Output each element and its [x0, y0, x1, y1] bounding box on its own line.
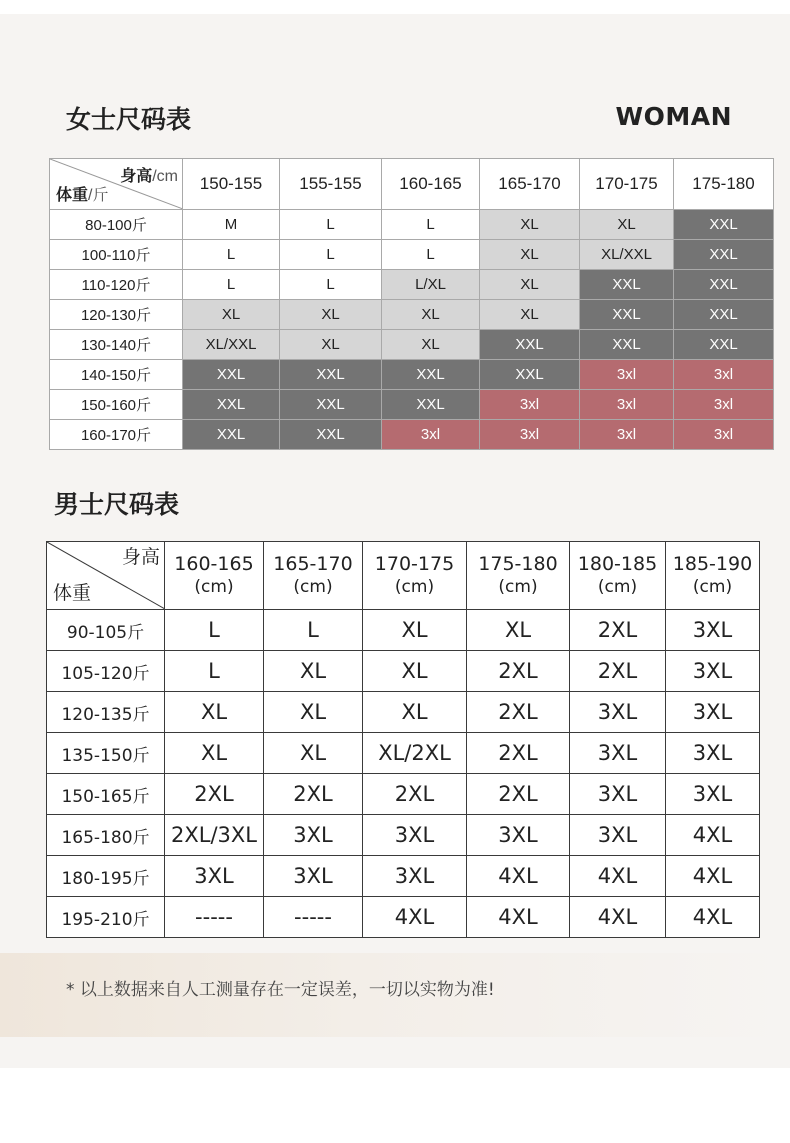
men-size-cell: 2XL: [570, 651, 666, 692]
women-weight-row-label: 150-160斤: [50, 390, 183, 420]
women-size-cell: XXL: [183, 360, 280, 390]
women-table-row: [50, 240, 774, 270]
disclaimer-note: * 以上数据来自人工测量存在一定误差，一切以实物为准!: [66, 980, 495, 1000]
men-weight-row-label: 135-150斤: [47, 733, 165, 774]
women-weight-row-label: 140-150斤: [50, 360, 183, 390]
height-unit: (cm): [194, 576, 234, 597]
women-size-cell: XL/XXL: [580, 240, 674, 270]
height-unit: (cm): [597, 576, 638, 597]
women-size-cell: XL: [280, 330, 382, 360]
women-size-cell: XL: [382, 300, 480, 330]
men-size-cell: 2XL: [264, 774, 363, 815]
men-size-cell: 2XL: [363, 774, 467, 815]
men-height-column-header: [363, 542, 467, 610]
men-size-chart-title: 男士尺码表: [54, 490, 180, 519]
women-size-cell: XL: [480, 270, 580, 300]
weight-label: 体重: [53, 582, 92, 604]
men-size-cell: 2XL: [467, 692, 570, 733]
men-size-cell: 4XL: [570, 856, 666, 897]
men-size-cell: 3XL: [264, 856, 363, 897]
men-height-column-header: [264, 542, 363, 610]
women-size-cell: L: [183, 240, 280, 270]
women-size-cell: XXL: [382, 390, 480, 420]
women-size-cell: XL: [280, 300, 382, 330]
bottom-band: [0, 1068, 790, 1143]
men-table-row: [47, 610, 760, 651]
height-label: 身高: [120, 168, 153, 185]
men-size-cell: 4XL: [570, 897, 666, 938]
men-size-cell: 4XL: [666, 856, 760, 897]
height-range: 175-180: [478, 552, 558, 575]
women-size-cell: L: [280, 270, 382, 300]
height-range: 165-170: [273, 552, 353, 575]
men-size-cell: 3XL: [264, 815, 363, 856]
height-unit: (cm): [498, 576, 538, 597]
women-table-row: [50, 330, 774, 360]
men-size-cell: 4XL: [666, 815, 760, 856]
women-size-cell: 3xl: [674, 420, 774, 450]
men-size-cell: 2XL: [570, 610, 666, 651]
weight-label: 体重: [56, 187, 89, 204]
women-size-cell: XL: [480, 210, 580, 240]
women-size-cell: XXL: [580, 270, 674, 300]
men-size-cell: L: [264, 610, 363, 651]
height-unit: /cm: [152, 168, 178, 185]
women-size-cell: XXL: [183, 390, 280, 420]
women-size-cell: L/XL: [382, 270, 480, 300]
women-size-cell: 3xl: [674, 360, 774, 390]
men-size-cell: 3XL: [165, 856, 264, 897]
men-size-cell: 2XL: [467, 733, 570, 774]
women-size-cell: XXL: [183, 420, 280, 450]
men-table-row: [47, 815, 760, 856]
women-size-table: [49, 158, 774, 450]
men-size-cell: XL: [363, 610, 467, 651]
women-size-cell: XXL: [382, 360, 480, 390]
women-size-cell: XXL: [674, 240, 774, 270]
women-size-cell: XXL: [580, 330, 674, 360]
women-size-cell: 3xl: [674, 390, 774, 420]
women-weight-row-label: 120-130斤: [50, 300, 183, 330]
men-size-cell: 3XL: [570, 733, 666, 774]
women-table-row: [50, 390, 774, 420]
women-height-column-header: 155-155: [280, 159, 382, 210]
men-size-cell: -----: [264, 897, 363, 938]
women-table-row: [50, 300, 774, 330]
men-table-row: [47, 897, 760, 938]
men-table-row: [47, 651, 760, 692]
women-size-cell: 3xl: [580, 360, 674, 390]
women-size-cell: 3xl: [580, 420, 674, 450]
women-size-cell: XL/XXL: [183, 330, 280, 360]
men-size-cell: 3XL: [570, 774, 666, 815]
men-size-cell: 2XL: [165, 774, 264, 815]
women-size-cell: XL: [382, 330, 480, 360]
women-size-cell: L: [382, 210, 480, 240]
men-size-cell: 4XL: [467, 897, 570, 938]
women-size-cell: 3xl: [480, 420, 580, 450]
women-weight-row-label: 160-170斤: [50, 420, 183, 450]
men-size-cell: XL: [165, 692, 264, 733]
women-table-row: [50, 360, 774, 390]
men-table-row: [47, 774, 760, 815]
men-size-cell: 3XL: [467, 815, 570, 856]
height-range: 180-185: [577, 552, 658, 575]
women-size-cell: XL: [580, 210, 674, 240]
women-size-cell: XXL: [280, 360, 382, 390]
women-size-cell: L: [280, 240, 382, 270]
men-size-cell: XL: [165, 733, 264, 774]
women-size-cell: XXL: [674, 300, 774, 330]
men-size-table: [46, 541, 760, 938]
men-height-column-header: [165, 542, 264, 610]
men-size-cell: L: [165, 610, 264, 651]
men-weight-row-label: 150-165斤: [47, 774, 165, 815]
height-unit: (cm): [692, 576, 733, 597]
men-size-cell: XL: [264, 692, 363, 733]
women-weight-row-label: 110-120斤: [50, 270, 183, 300]
women-header-row: [50, 159, 774, 210]
men-height-column-header: [666, 542, 760, 610]
women-size-cell: L: [183, 270, 280, 300]
men-height-column-header: [467, 542, 570, 610]
height-label: 身高: [121, 546, 160, 568]
men-table-row: [47, 733, 760, 774]
men-weight-row-label: 120-135斤: [47, 692, 165, 733]
height-unit: (cm): [394, 576, 435, 597]
women-table-row: [50, 270, 774, 300]
women-size-cell: XXL: [280, 390, 382, 420]
women-size-cell: XL: [480, 300, 580, 330]
men-size-cell: 2XL: [467, 774, 570, 815]
women-weight-row-label: 80-100斤: [50, 210, 183, 240]
women-size-cell: 3xl: [382, 420, 480, 450]
men-weight-row-label: 180-195斤: [47, 856, 165, 897]
men-size-cell: XL: [467, 610, 570, 651]
height-unit: (cm): [293, 576, 333, 597]
men-size-cell: L: [165, 651, 264, 692]
women-size-cell: XXL: [674, 330, 774, 360]
men-size-cell: 3XL: [666, 774, 760, 815]
men-height-column-header: [570, 542, 666, 610]
weight-axis-label: [56, 182, 108, 205]
women-table-row: [50, 420, 774, 450]
men-size-cell: 4XL: [363, 897, 467, 938]
men-size-cell: 3XL: [666, 733, 760, 774]
men-header-row: [47, 542, 760, 610]
women-size-cell: XXL: [580, 300, 674, 330]
men-size-cell: 2XL: [467, 651, 570, 692]
women-height-column-header: 150-155: [183, 159, 280, 210]
men-corner-cell: [47, 542, 165, 610]
women-size-cell: 3xl: [580, 390, 674, 420]
men-size-cell: XL/2XL: [363, 733, 467, 774]
men-size-cell: 3XL: [666, 692, 760, 733]
men-size-cell: XL: [264, 733, 363, 774]
women-size-cell: L: [382, 240, 480, 270]
height-range: 185-190: [672, 552, 753, 575]
women-size-cell: M: [183, 210, 280, 240]
top-band: [0, 0, 790, 14]
weight-unit: /斤: [88, 187, 109, 204]
women-height-column-header: 160-165: [382, 159, 480, 210]
women-size-cell: XXL: [674, 210, 774, 240]
men-size-cell: 4XL: [467, 856, 570, 897]
men-size-cell: 4XL: [666, 897, 760, 938]
women-size-cell: XL: [480, 240, 580, 270]
men-weight-row-label: 105-120斤: [47, 651, 165, 692]
women-size-cell: L: [280, 210, 382, 240]
men-size-cell: 3XL: [666, 610, 760, 651]
men-size-cell: -----: [165, 897, 264, 938]
women-height-column-header: 170-175: [580, 159, 674, 210]
women-size-cell: XXL: [480, 330, 580, 360]
women-size-cell: 3xl: [480, 390, 580, 420]
men-size-cell: XL: [363, 692, 467, 733]
woman-badge: WOMAN: [615, 102, 732, 131]
women-size-cell: XL: [183, 300, 280, 330]
men-size-cell: XL: [363, 651, 467, 692]
men-weight-row-label: 165-180斤: [47, 815, 165, 856]
women-weight-row-label: 130-140斤: [50, 330, 183, 360]
women-height-column-header: 175-180: [674, 159, 774, 210]
women-weight-row-label: 100-110斤: [50, 240, 183, 270]
men-size-cell: 3XL: [363, 856, 467, 897]
men-size-cell: XL: [264, 651, 363, 692]
women-size-cell: XXL: [674, 270, 774, 300]
height-range: 160-165: [174, 552, 254, 575]
men-size-cell: 3XL: [570, 815, 666, 856]
women-size-chart-title: 女士尺码表: [66, 105, 192, 134]
men-table-row: [47, 692, 760, 733]
men-weight-row-label: 90-105斤: [47, 610, 165, 651]
women-size-cell: XXL: [280, 420, 382, 450]
height-axis-label: [120, 163, 178, 186]
women-corner-cell: [50, 159, 183, 210]
men-weight-row-label: 195-210斤: [47, 897, 165, 938]
men-table-row: [47, 856, 760, 897]
women-table-row: [50, 210, 774, 240]
men-size-cell: 3XL: [666, 651, 760, 692]
men-size-cell: 2XL/3XL: [165, 815, 264, 856]
height-range: 170-175: [374, 552, 455, 575]
women-height-column-header: 165-170: [480, 159, 580, 210]
women-size-cell: XXL: [480, 360, 580, 390]
men-size-cell: 3XL: [570, 692, 666, 733]
men-size-cell: 3XL: [363, 815, 467, 856]
